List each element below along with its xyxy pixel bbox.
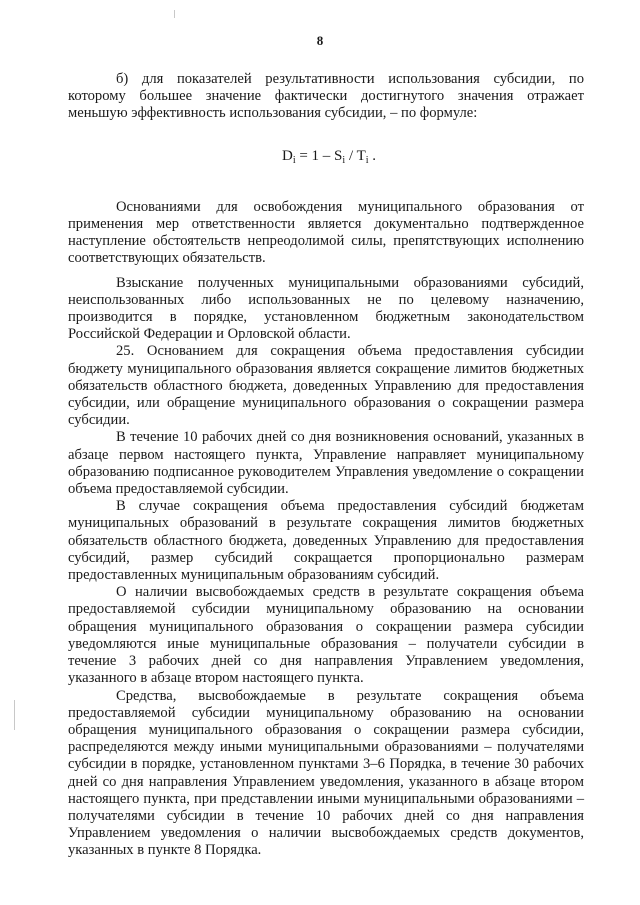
scan-mark-top — [174, 10, 175, 18]
paragraph-item-25: 25. Основанием для сокращения объема предоставления субсидии бюджету муниципального образования является сокращение лимитов бюджетных обязательств областного бюджета, доведенных Управлению для предоставления субсидии, или обращение муниципального образования о сокращении размера субсидии. — [68, 343, 584, 429]
formula-end: . — [368, 147, 377, 164]
page-number: 8 — [316, 33, 324, 48]
paragraph-performance-indicators: б) для показателей результативности использования субсидии, по которому большее значение фактически достигнутого значения отражает меньшую эффективность использования субсидии, – по формуле: — [68, 71, 584, 122]
formula-t-subscript: i — [365, 154, 369, 166]
formula-s-subscript: i — [342, 154, 346, 166]
formula-lhs-subscript: i — [292, 154, 296, 166]
paragraph-proportional-reduction: В случае сокращения объема предоставления субсидий бюджетам муниципальных образований в результате сокращения лимитов бюджетных обязательств областного бюджета, доведенных Управлению для предоставления субсидий, размер субсидий сокращается пропорционально размерам предоставленных муниципальным образованиям субсидий. — [68, 498, 584, 584]
formula-lhs: D — [281, 147, 293, 164]
paragraph-released-funds-distribution: Средства, высвобождаемые в результате сокращения объема предоставляемой субсидии муниципальному образованию на основании обращения муниципального образования о сокращении размера субсидии, распределяются между иными муниципальными образованиями – получателями субсидии в порядке, установленном пунктами 3–6 Порядка, в течение 30 рабочих дней со дня направления Управлением уведомления, указанного в абзаце втором настоящего пункта, при представлении иными муниципальными образованиями – получателями субсидии в течение 10 рабочих дней со дня направления Управлением уведомления о наличии высвобождаемых средств документов, указанных в пункте 8 Порядка. — [68, 687, 584, 859]
formula-equals: = 1 – S — [295, 147, 343, 164]
paragraph-spacer — [68, 268, 584, 275]
paragraph-released-funds-notice: О наличии высвобождаемых средств в результате сокращения объема предоставляемой субсидии муниципальному образованию на основании обращения муниципального образования о сокращении размера субсидии уведомляются иные муниципальные образования – получатели субсидии в течение 3 рабочих дней со дня направления Управлением уведомления, указанного в абзаце втором настоящего пункта. — [68, 584, 584, 687]
paragraph-notification: В течение 10 рабочих дней со дня возникновения оснований, указанных в абзаце первом настоящего пункта, Управление направляет муниципальному образованию подписанное руководителем Управления уведомление о сокращении объема предоставляемой субсидии. — [68, 429, 584, 498]
paragraph-release-grounds: Основаниями для освобождения муниципального образования от применения мер ответственности является документально подтвержденное наступление обстоятельств непреодолимой силы, препятствующих исполнению соответствующих обязательств. — [68, 198, 584, 267]
document-body — [68, 71, 584, 860]
paragraph-recovery: Взыскание полученных муниципальными образованиями субсидий, неиспользованных либо использованных не по целевому назначению, производится в порядке, установленном бюджетным законодательством Российской Федерации и Орловской области. — [68, 274, 584, 343]
formula — [68, 148, 584, 169]
scan-mark-left — [14, 700, 15, 730]
formula-divide: / T — [345, 147, 366, 164]
